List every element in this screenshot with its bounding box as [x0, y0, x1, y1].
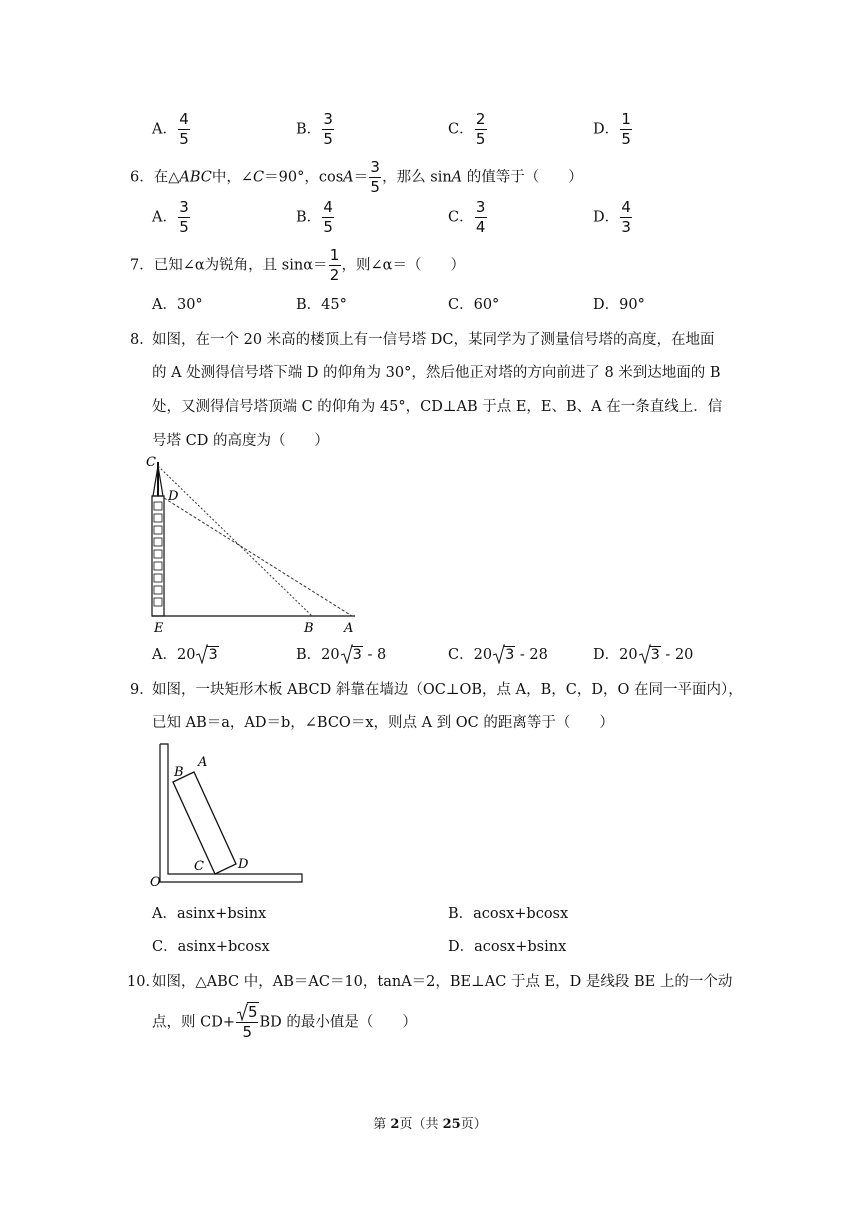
label-c: C [194, 859, 204, 874]
q6-option-b[interactable]: B． $\frac{4}{5}$ [296, 198, 333, 236]
q10-number: 10． [127, 974, 160, 990]
fraction: $\frac{4}{5}$ [323, 198, 333, 236]
fraction: $\frac{5}{5}$ [236, 1005, 259, 1040]
sqrt: 3 [493, 647, 515, 663]
q6-option-a[interactable]: A． $\frac{3}{5}$ [152, 198, 189, 236]
label-a: A [344, 621, 354, 636]
q6-option-d[interactable]: D． $\frac{4}{3}$ [593, 198, 631, 236]
q7-option-b[interactable]: B．45° [296, 297, 347, 313]
fraction: $\frac{3}{5}$ [323, 110, 333, 148]
label-e: E [154, 621, 164, 636]
label-d: D [168, 489, 179, 504]
q8-option-b[interactable]: B．20 3 - 8 [296, 647, 387, 663]
q7-option-a[interactable]: A．30° [152, 297, 203, 313]
fraction: $\frac{4}{5}$ [179, 110, 189, 148]
q8-option-a[interactable]: A．20 3 [152, 647, 218, 663]
label-c: C [146, 455, 156, 470]
q9-option-a[interactable]: A．asinx+bsinx [152, 906, 267, 922]
label-a: A [198, 755, 208, 770]
fraction: $\frac{1}{5}$ [621, 110, 631, 148]
q8-option-d[interactable]: D．20 3 - 20 [593, 647, 694, 663]
q6-option-c[interactable]: C． $\frac{3}{4}$ [448, 198, 486, 236]
q10-line-1: 如图，△ABC 中，AB＝AC＝10，tanA＝2，BE⊥AC 于点 E，D 是线段 BE 上的一个动 [152, 974, 733, 990]
q9-option-b[interactable]: B．acosx+bcosx [448, 906, 569, 922]
fraction: $\frac{4}{3}$ [621, 198, 631, 236]
q9-option-d[interactable]: D．acosx+bsinx [448, 939, 567, 955]
q6-stem: 6．在△ABC中，∠C＝90°，cosA＝ $\frac{3}{5}$ ，那么 sinA 的值等于（ ） [130, 158, 583, 196]
q8-line-1: 如图，在一个 20 米高的楼顶上有一信号塔 DC，某同学为了测量信号塔的高度，在地面 [152, 332, 715, 348]
fraction: $\frac{3}{5}$ [370, 158, 380, 196]
q9-number: 9． [130, 682, 154, 698]
sqrt: 3 [196, 647, 218, 663]
q8-number: 8． [130, 332, 154, 348]
fraction: $\frac{3}{4}$ [475, 198, 486, 236]
q5-option-b[interactable]: B． $\frac{3}{5}$ [296, 110, 333, 148]
label-d: D [238, 857, 249, 872]
sqrt: 5 [237, 1005, 259, 1020]
label-o: O [150, 875, 161, 888]
q5-option-c[interactable]: C． $\frac{2}{5}$ [448, 110, 486, 148]
q8-tower-diagram [140, 452, 370, 636]
page-footer: 第 2页（共 25页） [373, 1117, 487, 1132]
label-b: B [174, 765, 184, 780]
q7-option-d[interactable]: D．90° [593, 297, 645, 313]
fraction: $\frac{1}{2}$ [329, 246, 340, 284]
q5-option-d[interactable]: D． $\frac{1}{5}$ [593, 110, 631, 148]
q8-line-4: 号塔 CD 的高度为（ ） [152, 433, 329, 449]
q7-stem: 7．已知∠α为锐角，且 sinα＝ $\frac{1}{2}$ ，则∠α＝（ ） [130, 246, 465, 284]
q7-option-c[interactable]: C．60° [448, 297, 500, 313]
q5-option-a[interactable]: A． $\frac{4}{5}$ [152, 110, 189, 148]
fraction: $\frac{2}{5}$ [475, 110, 486, 148]
q9-board-diagram [148, 738, 308, 888]
q8-option-c[interactable]: C．20 3 - 28 [448, 647, 548, 663]
q10-line-2: 点，则 CD+ $\frac{5}{5}$ BD 的最小值是（ ） [152, 1003, 417, 1041]
q9-line-2: 已知 AB＝a，AD＝b，∠BCO＝x，则点 A 到 OC 的距离等于（ ） [152, 715, 614, 731]
q8-line-3: 处，又测得信号塔顶端 C 的仰角为 45°，CD⊥AB 于点 E，E、B、A 在一条直线上．信 [152, 399, 723, 415]
fraction: $\frac{3}{5}$ [179, 198, 189, 236]
sqrt: 3 [639, 647, 661, 663]
q9-option-c[interactable]: C．asinx+bcosx [152, 939, 270, 955]
q9-line-1: 如图，一块矩形木板 ABCD 斜靠在墙边（OC⊥OB，点 A，B，C，D，O 在同一平面内）， [152, 682, 743, 698]
sqrt: 3 [341, 647, 363, 663]
label-b: B [304, 621, 314, 636]
q8-line-2: 的 A 处测得信号塔下端 D 的仰角为 30°，然后他正对塔的方向前进了 8 米到达地面的 B [152, 365, 721, 381]
